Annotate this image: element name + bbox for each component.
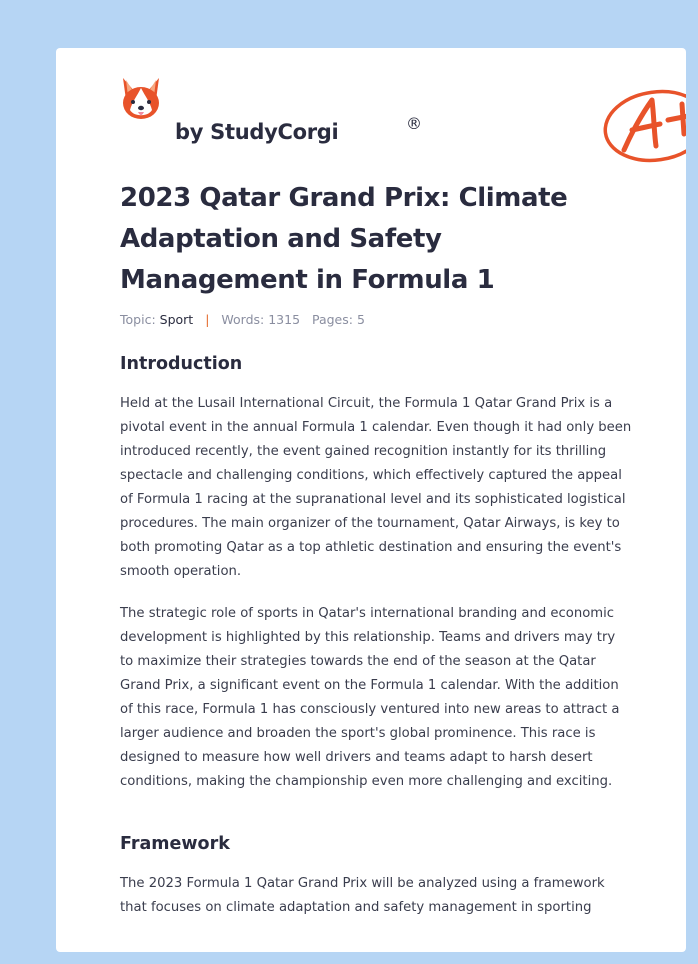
document-meta <box>120 312 365 327</box>
paragraph: The strategic role of sports in Qatar's international branding and economic development is highlighted by this relationship. Teams and drivers may try to maximize their strategies towards the end of the season at the Qatar Grand Prix, a significant event on the Formula 1 calendar. With the addition of this race, Formula 1 has consciously ventured into new areas to attract a larger audience and broaden the sport's global prominence. This race is designed to measure how well drivers and teams adapt to harsh desert conditions, making the championship even more challenging and exciting. <box>120 606 620 789</box>
section-heading-introduction: Introduction <box>120 354 243 374</box>
pages-value: 5 <box>356 312 365 327</box>
document-page <box>56 48 686 952</box>
meta-separator: | <box>205 312 210 327</box>
paragraph: The 2023 Formula 1 Qatar Grand Prix will be analyzed using a framework that focuses on climate adaptation and safety management in sporting <box>120 876 605 915</box>
brand-name[interactable]: by StudyCorgi <box>175 120 339 144</box>
topic-label: Topic: <box>120 312 156 327</box>
pages-label: Pages: <box>311 312 353 327</box>
words-value: 1315 <box>268 312 301 327</box>
a-plus-grade-icon <box>602 84 686 166</box>
paragraph: Held at the Lusail International Circuit, the Formula 1 Qatar Grand Prix is a pivotal event in the annual Formula 1 calendar. Even though it had only been introduced recently, the event gained recognition instantly for its thrilling spectacle and challenging conditions, which effectively captured the appeal of Formula 1 racing at the supranational level and its sophisticated logistical procedures. The main organizer of the tournament, Qatar Airways, is key to both promoting Qatar as a top athletic destination and ensuring the event's smooth operation. <box>120 396 632 579</box>
section-heading-framework: Framework <box>120 834 230 854</box>
header <box>120 74 640 144</box>
corgi-logo-icon <box>120 76 162 122</box>
registered-mark: ® <box>406 114 422 133</box>
words-label: Words: <box>221 312 265 327</box>
document-title: 2023 Qatar Grand Prix: Climate Adaptation and Safety Management in Formula 1 <box>120 183 568 295</box>
topic-link[interactable]: Sport <box>159 312 194 327</box>
